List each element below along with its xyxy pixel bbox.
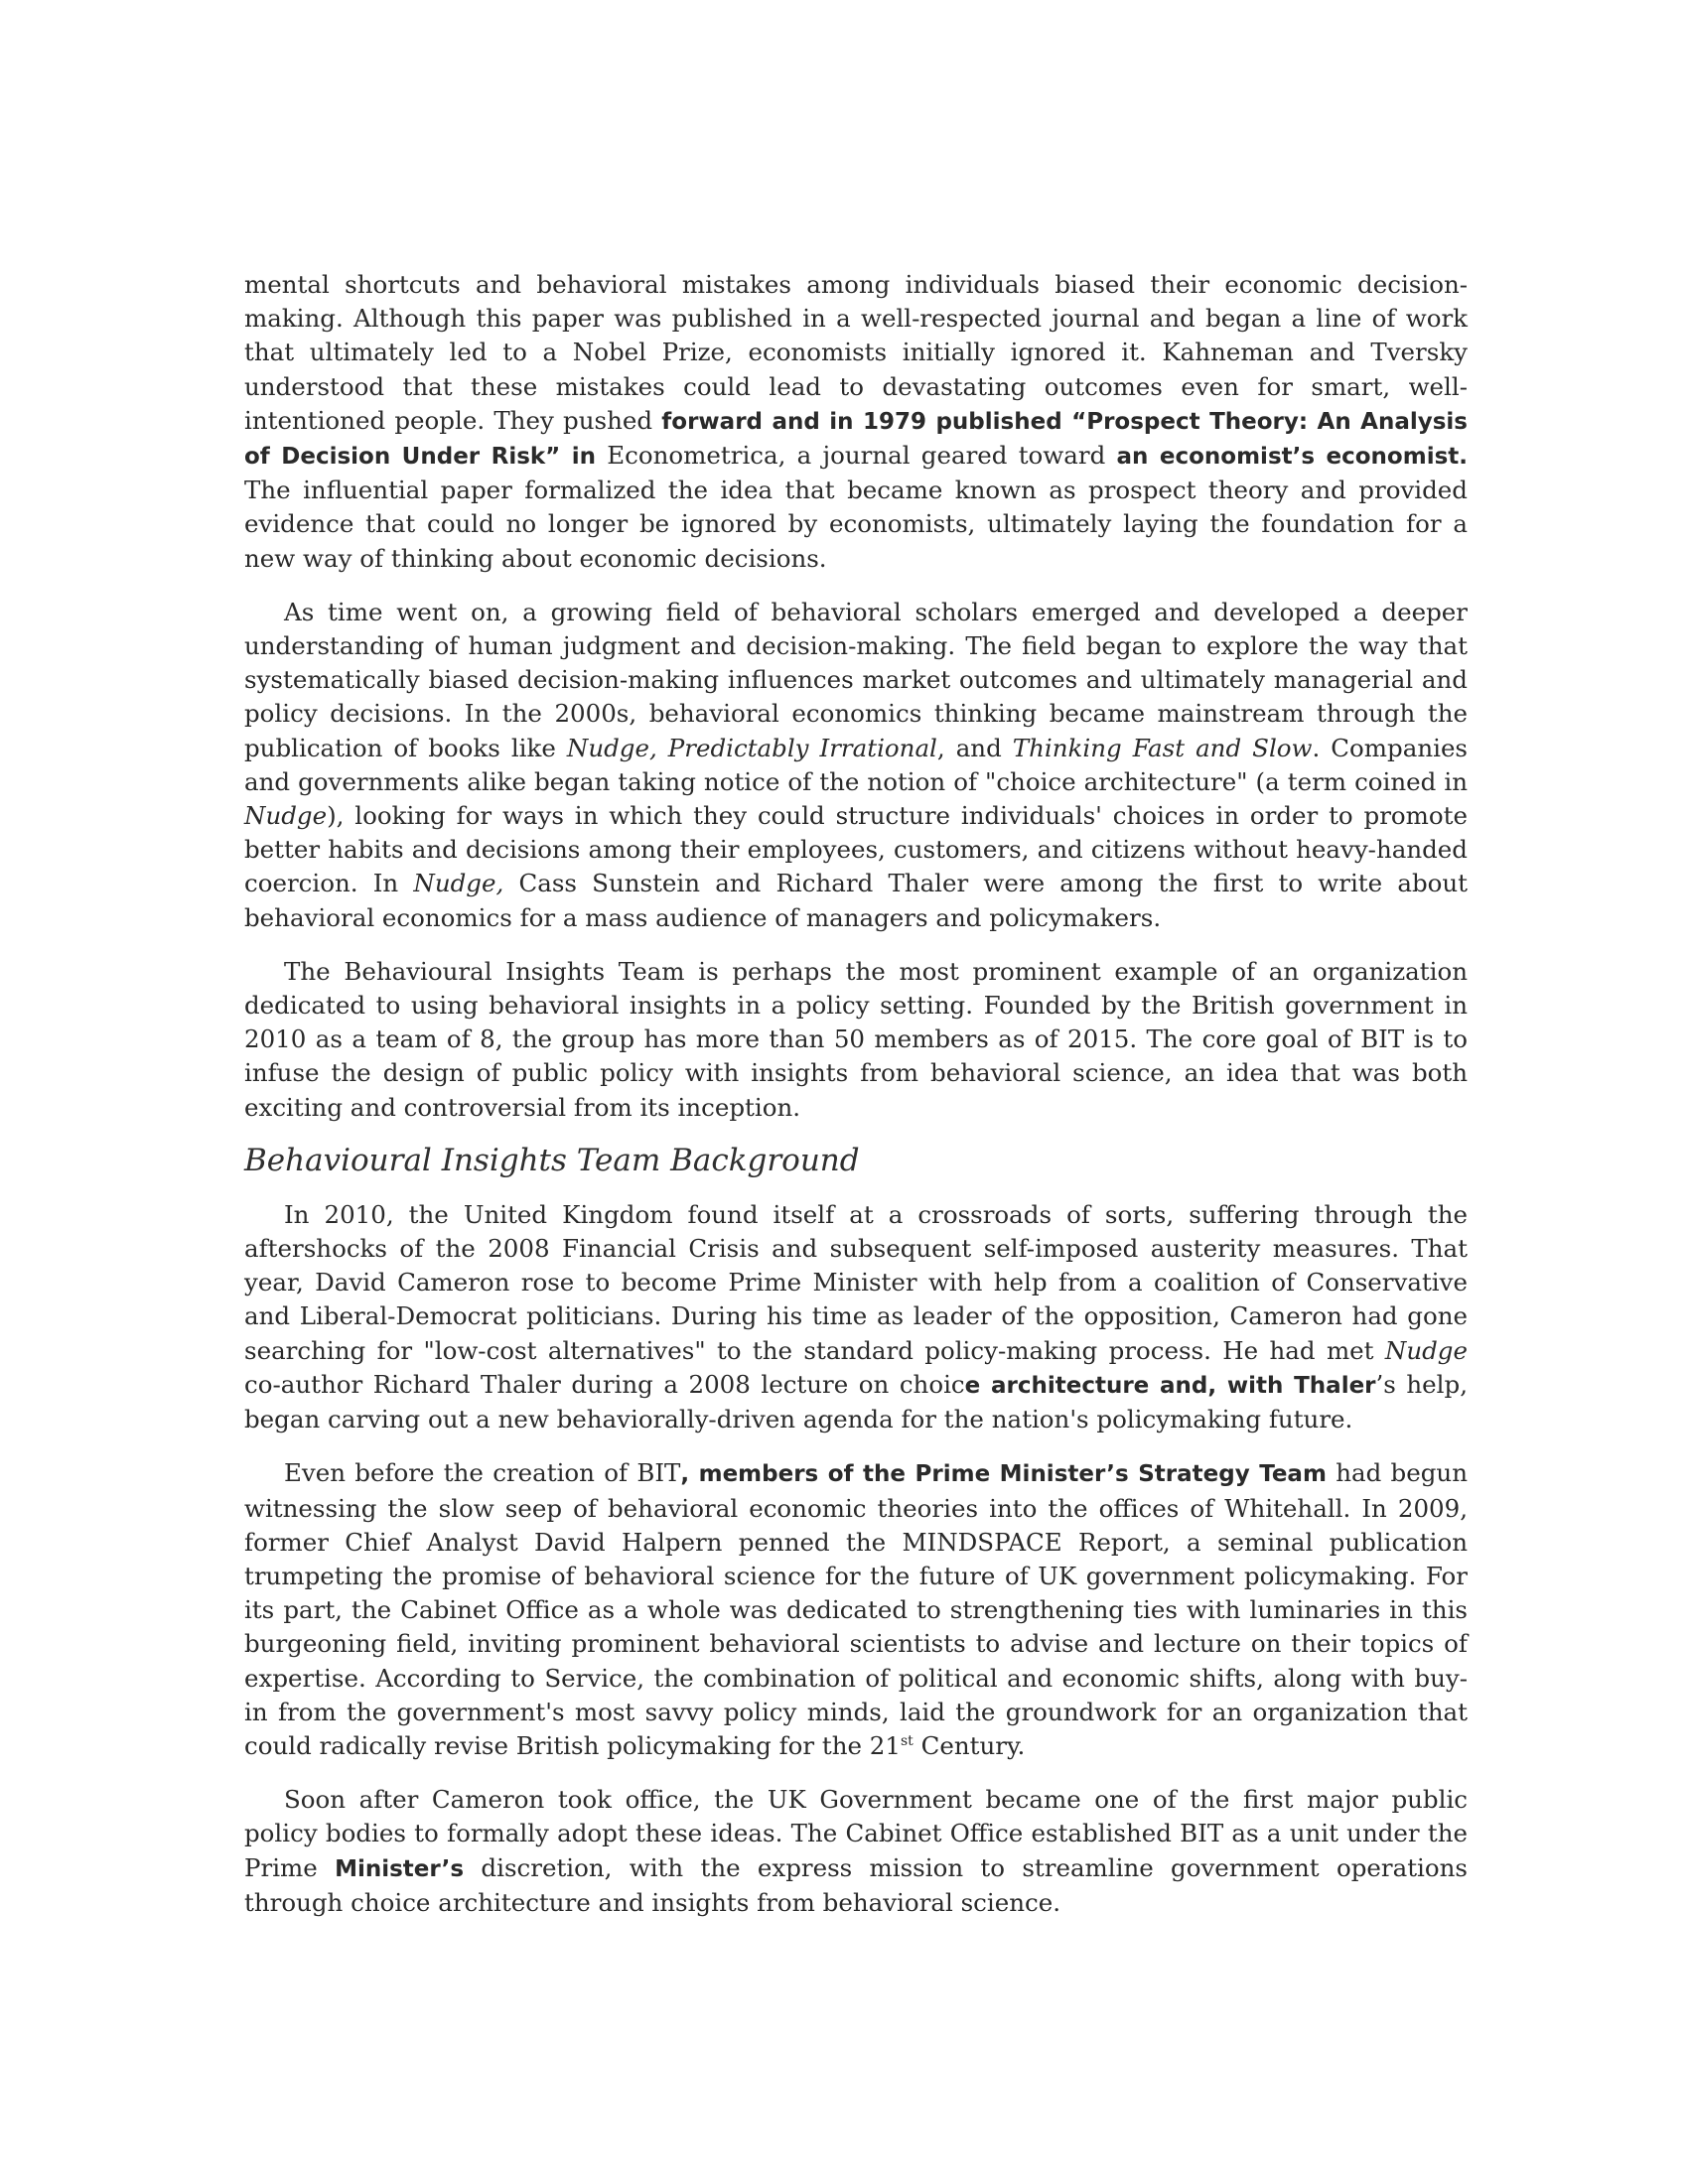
text-run: The influential paper formalized the idea that became known as prospect theory and provided evidence that could no longer be ignored by economists, ultimately laying the foundation for a new way of thinking about economic decisions. [244, 476, 1468, 573]
text-run: ), looking for ways in which they could structure individuals' choices in order to promote better habits and decisions among their employees, customers, and citizens without heavy-handed coercion. In [244, 801, 1468, 898]
text-run: ’s help, began carving out a new behaviorally-driven agenda for the nation's policymaking future. [244, 1369, 1468, 1434]
text-run: Econometrica, a journal geared toward [596, 441, 1117, 471]
text-run: As time went on, a growing field of behavioral scholars emerged and developed a deeper understanding of human judgment and decision-making. The field began to explore the way that systematically biased decision-making influences market outcomes and ultimately managerial and policy decisions. In the 2000s, behavioral economics thinking became mainstream through the publication of books like [244, 597, 1468, 762]
text-run: Century. [913, 1730, 1026, 1760]
italic-run: Nudge [1384, 1335, 1468, 1365]
superscript: st [901, 1732, 914, 1749]
text-run: Soon after Cameron took office, the UK Government became one of the first major public policy bodies to formally adopt these ideas. The Cabinet Office established BIT as a unit under the Prime [244, 1785, 1468, 1882]
italic-run: Nudge [244, 801, 328, 831]
text-run: , and [936, 733, 1013, 762]
bold-run: , members of the Prime Minister’s Strategy Team [680, 1461, 1327, 1488]
paragraph-before-bit [244, 1456, 1468, 1763]
bold-run: forward and in 1979 published “Prospect Theory: An Analysis of Decision Under Risk” in [244, 408, 1468, 471]
paragraph-uk-2010 [244, 1198, 1468, 1436]
document-page [244, 268, 1468, 1920]
paragraph-cameron-office [244, 1783, 1468, 1920]
italic-run: Nudge, Predictably Irrational [566, 733, 937, 762]
text-run: Cass Sunstein and Richard Thaler were among the first to write about behavioral economics for a mass audience of managers and policymakers. [244, 869, 1469, 932]
bold-run: e architecture and, with Thaler [964, 1372, 1376, 1399]
bold-run: Minister’s [335, 1855, 465, 1882]
paragraph-bit-intro [244, 955, 1468, 1125]
paragraph-behavioral-field [244, 596, 1468, 935]
italic-run: Thinking Fast and Slow [1012, 733, 1313, 762]
text-run: mental shortcuts and behavioral mistakes among individuals biased their economic decision-making. Although this paper was published in a well-respected journal and began a line of work that ultimately led to a Nobel Prize, economists initially ignored it. Kahneman and Tversky understood that these mistakes could lead to devastating outcomes even for smart, well-intentioned people. They pushed [244, 270, 1468, 435]
text-run: co-author Richard Thaler during a 2008 lecture on choic [244, 1369, 965, 1399]
bold-run: an economist’s economist. [1116, 444, 1468, 471]
text-run: The Behavioural Insights Team is perhaps the most prominent example of an organization dedicated to using behavioral insights in a policy setting. Founded by the British government in 2010 as a team of 8, the group has more than 50 members as of 2015. The core goal of BIT is to infuse the design of public policy with insights from behavioral science, an idea that was both exciting and controversial from its inception. [244, 956, 1468, 1122]
paragraph-prospect-theory [244, 268, 1468, 576]
text-run: . Companies and governments alike began taking notice of the notion of "choice architecture" (a term coined in [244, 733, 1469, 796]
italic-run: Nudge, [413, 869, 504, 898]
text-run: had begun witnessing the slow seep of behavioral economic theories into the offices of Whitehall. In 2009, former Chief Analyst David Halpern penned the MINDSPACE Report, a seminal publication trumpeting the promise of behavioral science for the future of UK government policymaking. For its part, the Cabinet Office as a whole was dedicated to strengthening ties with luminaries in this burgeoning field, inviting prominent behavioral scientists to advise and lecture on their topics of expertise. According to Service, the combination of political and economic shifts, along with buy-in from the government's most savvy policy minds, laid the groundwork for an organization that could radically revise British policymaking for the 21 [244, 1458, 1468, 1760]
text-run: Even before the creation of BIT [284, 1458, 681, 1488]
text-run: In 2010, the United Kingdom found itself at a crossroads of sorts, suffering through the aftershocks of the 2008 Financial Crisis and subsequent self-imposed austerity measures. That year, David Cameron rose to become Prime Minister with help from a coalition of Conservative and Liberal-Democrat politicians. During his time as leader of the opposition, Cameron had gone searching for "low-cost alternatives" to the standard policy-making process. He had met [244, 1199, 1468, 1365]
text-run: discretion, with the express mission to streamline government operations through choice architecture and insights from behavioral science. [244, 1852, 1468, 1917]
section-heading: Behavioural Insights Team Background [244, 1142, 860, 1178]
